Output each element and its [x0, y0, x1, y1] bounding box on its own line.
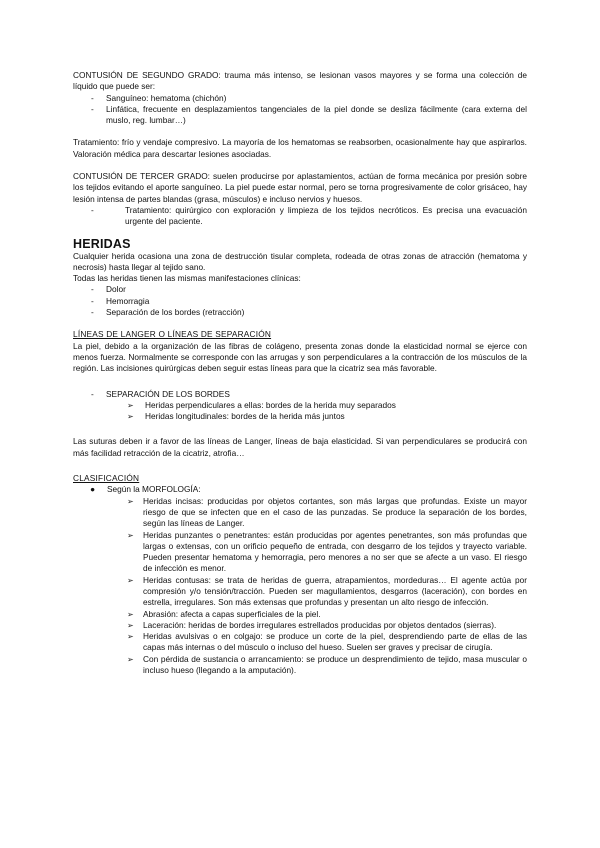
list-item: - Hemorragia	[73, 296, 527, 307]
arrow-bullet-icon: ➢	[127, 496, 134, 506]
contusion2-list	[73, 93, 527, 127]
list-item: - Linfática, frecuente en desplazamientos tangenciales de la piel donde se desliza fácilmente (cara externa del muslo, reg. lumbar…)	[73, 104, 527, 127]
heridas-manifest: Todas las heridas tienen las mismas manifestaciones clínicas:	[73, 273, 301, 284]
contusion2-treatment: Tratamiento: frío y vendaje compresivo. La mayoría de los hematomas se reabsorben, ocasionalmente hay que aspirarlos. Valoración médica para descartar lesiones asociadas.	[73, 137, 527, 159]
heridas-list	[73, 284, 527, 318]
contusion3-paragraph: CONTUSIÓN DE TERCER GRADO: suelen producirse por aplastamientos, actúan de forma mecánica por presión sobre los tejidos evitando el aporte sanguíneo. La piel puede estar normal, pero se torna progresivamente de color grisáceo, hay lesión intensa de partes blandas (grasa, músculos) e incluso nervios y huesos.	[73, 171, 527, 204]
list-item: ➢ Heridas punzantes o penetrantes: están producidas por agentes penetrantes, son más profundas que largas o extensas, con un orificio pequeño de entrada, con desgarro de los tejidos y trayecto variable. Pueden presentar hematoma y hemorragia, pero menores a no ser que se afecte a un vaso. El riesgo de infección es menor.	[127, 529, 527, 574]
bullet-icon: ●	[90, 484, 96, 495]
list-item: ➢ Abrasión: afecta a capas superficiales de la piel.	[127, 608, 321, 619]
section-title-clasificacion: CLASIFICACIÓN	[73, 473, 140, 484]
list-item: ➢ Heridas longitudinales: bordes de la herida más juntos	[127, 411, 345, 422]
arrow-bullet-icon: ➢	[127, 400, 134, 410]
list-item: ➢ Heridas avulsivas o en colgajo: se produce un corte de la piel, desprendiendo parte de ellas de las capas más internas o del músculo o incluso del hueso. Suelen ser graves y precisar de cirugía.	[127, 631, 527, 653]
list-item: - Separación de los bordes (retracción)	[73, 307, 527, 318]
list-item: - SEPARACIÓN DE LOS BORDES	[73, 389, 527, 400]
list-item: ➢ Heridas perpendiculares a ellas: bordes de la herida muy separados	[127, 399, 396, 410]
suturas-paragraph: Las suturas deben ir a favor de las líneas de Langer, líneas de baja elasticidad. Si van perpendiculares se producirá con más facilidad retracción de la cicatriz, atrofia…	[73, 436, 527, 458]
arrow-bullet-icon: ➢	[127, 412, 134, 422]
section-title-langer: LÍNEAS DE LANGER O LÍNEAS DE SEPARACIÓN	[73, 329, 272, 340]
list-item: - Sanguíneo: hematoma (chichón)	[73, 93, 527, 104]
contusion3-list	[73, 205, 527, 228]
arrow-bullet-icon: ➢	[127, 530, 134, 540]
contusion2-paragraph: CONTUSIÓN DE SEGUNDO GRADO: trauma más intenso, se lesionan vasos mayores y se forma una colección de líquido que puede ser:	[73, 70, 527, 92]
list-item: ➢ Heridas incisas: producidas por objetos cortantes, son más largas que profundas. Existe un mayor riesgo de que se infecten que en el caso de las punzadas. Se produce la separación de los bordes, según las líneas de Langer.	[127, 495, 527, 529]
list-item: ➢ Heridas contusas: se trata de heridas de guerra, atrapamientos, mordeduras… El agente actúa por compresión y/o tensión/tracción. Pueden ser magullamientos, desgarros (laceración), con bordes en estrella, irregulares. Son más extensas que profundas y presentan un alto riesgo de infección.	[127, 574, 527, 608]
heridas-intro: Cualquier herida ocasiona una zona de destrucción tisular completa, rodeada de otras zonas de atracción (hematoma y necrosis) hasta llegar al tejido sano.	[73, 250, 527, 272]
arrow-bullet-icon: ➢	[127, 632, 134, 642]
arrow-bullet-icon: ➢	[127, 620, 134, 630]
section-title-heridas: HERIDAS	[73, 236, 131, 251]
arrow-bullet-icon: ➢	[127, 654, 134, 664]
list-item: - Dolor	[73, 284, 527, 295]
document-page	[73, 70, 527, 676]
morfologia-bullet: ● Según la MORFOLOGÍA:	[90, 484, 201, 495]
list-item: ➢ Laceración: heridas de bordes irregulares estrellados producidas por objetos dentados (sierras).	[127, 619, 497, 630]
langer-paragraph: La piel, debido a la organización de las fibras de colágeno, presenta zonas donde la elasticidad normal se ejerce con menos fuerza. Normalmente se corresponde con las arrugas y son perpendiculares a la contracción de los músculos de la región. Las incisiones quirúrgicas deben seguir estas líneas para que la cicatriz sea más favorable.	[73, 340, 527, 374]
separacion-list	[73, 389, 527, 400]
clasificacion-list	[73, 496, 527, 677]
arrow-bullet-icon: ➢	[127, 609, 134, 619]
list-item: - Tratamiento: quirúrgico con exploración y limpieza de los tejidos necróticos. Es precisa una evacuación urgente del paciente.	[73, 205, 527, 228]
arrow-bullet-icon: ➢	[127, 575, 134, 585]
separacion-sublist	[73, 400, 527, 423]
list-item: ➢ Con pérdida de sustancia o arrancamiento: se produce un desprendimiento de tejido, masa muscular o incluso hueso (llegando a la amputación).	[127, 653, 527, 676]
